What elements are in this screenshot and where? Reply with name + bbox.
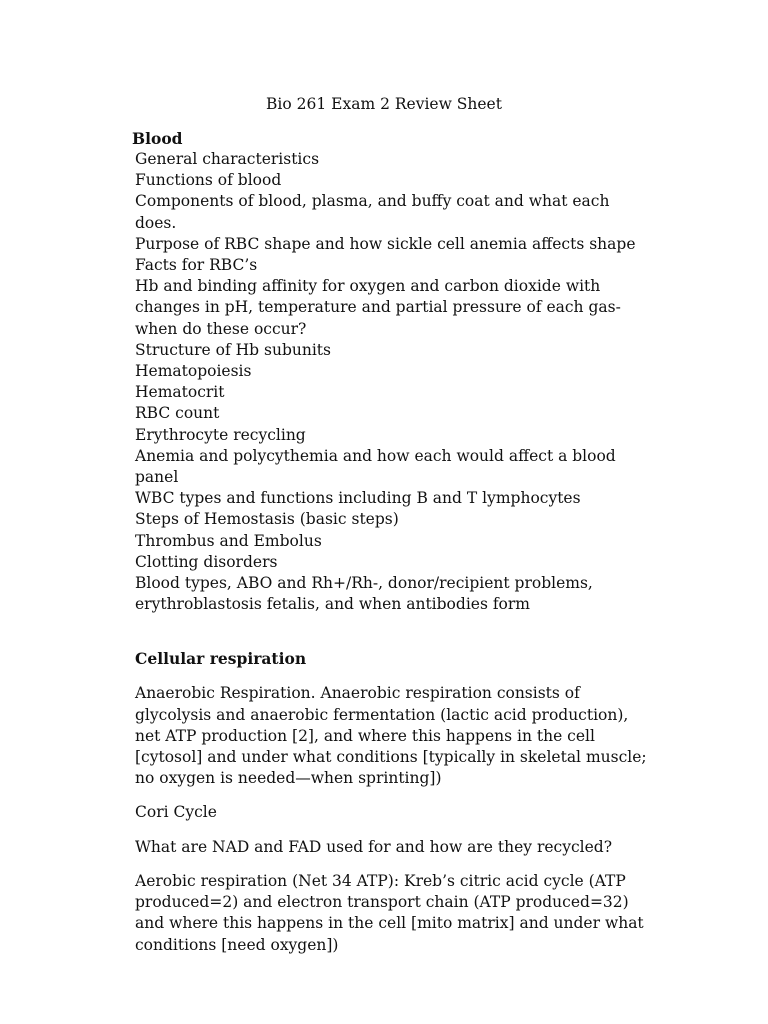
list-item: Anemia and polycythemia and how each would affect a blood panel [135, 446, 616, 487]
cellular-respiration-heading: Cellular respiration [135, 649, 307, 669]
blood-topic-list [135, 149, 655, 615]
list-item: RBC count [135, 404, 220, 423]
list-item: Facts for RBC’s [135, 256, 258, 275]
list-item: General characteristics [135, 150, 320, 168]
list-item: Purpose of RBC shape and how sickle cell anemia affects shape [135, 234, 636, 253]
list-item: Blood types, ABO and Rh+/Rh-, donor/recipient problems, erythroblastosis fetalis, and when antibodies form [135, 574, 593, 614]
list-item: Clotting disorders [135, 552, 278, 571]
list-item: Components of blood, plasma, and buffy coat and what each does. [135, 192, 610, 232]
document-title: Bio 261 Exam 2 Review Sheet [266, 95, 502, 113]
document-body [132, 128, 655, 956]
list-item: Erythrocyte recycling [135, 425, 306, 444]
cori-cycle-paragraph: Cori Cycle [135, 803, 217, 822]
list-item: Hb and binding affinity for oxygen and carbon dioxide with changes in pH, temperature and partial pressure of each gas-when do these occur? [135, 277, 621, 338]
list-item: Thrombus and Embolus [135, 531, 322, 550]
list-item: Structure of Hb subunits [135, 340, 331, 359]
nad-fad-paragraph: What are NAD and FAD used for and how are they recycled? [135, 837, 613, 856]
anaerobic-respiration-paragraph: Anaerobic Respiration. Anaerobic respiration consists of glycolysis and anaerobic fermentation (lactic acid production), net ATP production [2], and where this happens in the cell [cytosol] and under what conditions [typically in skeletal muscle; no oxygen is needed—when sprinting]) [135, 684, 647, 788]
list-item: Functions of blood [135, 171, 282, 190]
list-item: Hematopoiesis [135, 362, 252, 381]
list-item: WBC types and functions including B and T lymphocytes [135, 489, 581, 508]
list-item: Hematocrit [135, 383, 225, 402]
blood-heading: Blood [132, 129, 183, 148]
aerobic-respiration-paragraph: Aerobic respiration (Net 34 ATP): Kreb’s citric acid cycle (ATP produced=2) and electron transport chain (ATP produced=32) and where this happens in the cell [mito matrix] and under what conditions [need oxygen]) [135, 871, 644, 954]
list-item: Steps of Hemostasis (basic steps) [135, 510, 399, 529]
